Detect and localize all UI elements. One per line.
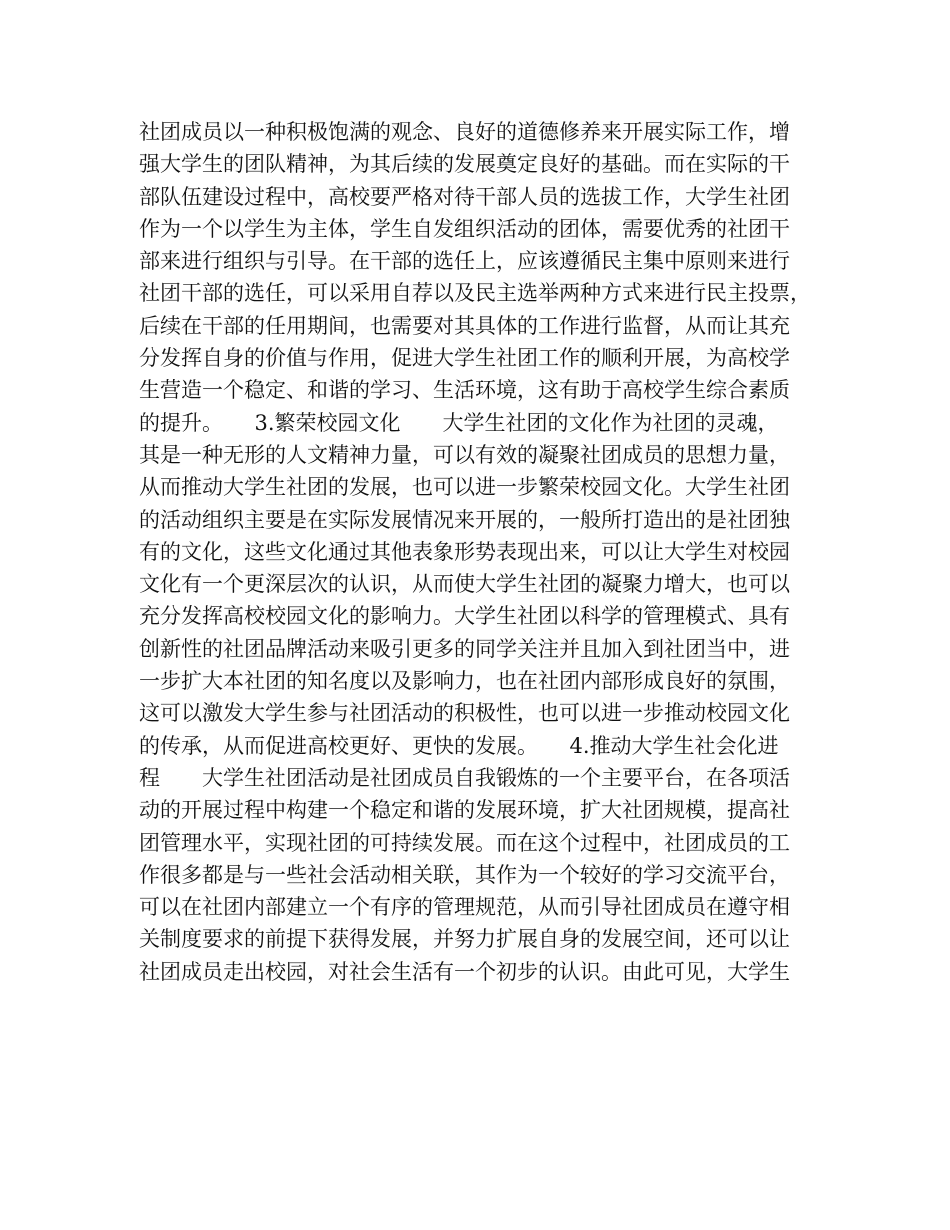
text-line: 可以在社团内部建立一个有序的管理规范，从而引导社团成员在遵守相 bbox=[139, 895, 790, 920]
text-line: 的传承，从而促进高校更好、更快的发展。 4.推动大学生社会化进 bbox=[139, 733, 779, 758]
text-line: 部队伍建设过程中，高校要严格对待干部人员的选拔工作，大学生社团 bbox=[139, 184, 790, 209]
text-line: 文化有一个更深层次的认识，从而使大学生社团的凝聚力增大，也可以 bbox=[139, 572, 790, 597]
text-line: 有的文化，这些文化通过其他表象形势表现出来，可以让大学生对校园 bbox=[139, 539, 790, 564]
text-line: 充分发挥高校校园文化的影响力。大学生社团以科学的管理模式、具有 bbox=[139, 604, 790, 629]
text-line: 社团干部的选任，可以采用自荐以及民主选举两种方式来进行民主投票， bbox=[139, 281, 811, 306]
text-line: 强大学生的团队精神，为其后续的发展奠定良好的基础。而在实际的干 bbox=[139, 152, 790, 177]
text-line: 程 大学生社团活动是社团成员自我锻炼的一个主要平台，在各项活 bbox=[139, 765, 790, 790]
text-line: 生营造一个稳定、和谐的学习、生活环境，这有助于高校学生综合素质 bbox=[139, 378, 790, 403]
text-line: 其是一种无形的人文精神力量，可以有效的凝聚社团成员的思想力量， bbox=[139, 442, 790, 467]
text-line: 后续在干部的任用期间，也需要对其具体的工作进行监督，从而让其充 bbox=[139, 313, 790, 338]
text-line: 分发挥自身的价值与作用，促进大学生社团工作的顺利开展，为高校学 bbox=[139, 346, 790, 371]
text-line: 这可以激发大学生参与社团活动的积极性，也可以进一步推动校园文化 bbox=[139, 701, 790, 726]
text-line: 团管理水平，实现社团的可持续发展。而在这个过程中，社团成员的工 bbox=[139, 830, 790, 855]
body-text bbox=[139, 116, 829, 988]
text-line: 关制度要求的前提下获得发展，并努力扩展自身的发展空间，还可以让 bbox=[139, 927, 790, 952]
text-line: 社团成员走出校园，对社会生活有一个初步的认识。由此可见，大学生 bbox=[139, 959, 790, 984]
text-line: 一步扩大本社团的知名度以及影响力，也在社团内部形成良好的氛围， bbox=[139, 669, 790, 694]
text-line: 社团成员以一种积极饱满的观念、良好的道德修养来开展实际工作，增 bbox=[139, 120, 790, 144]
text-line: 的活动组织主要是在实际发展情况来开展的，一般所打造出的是社团独 bbox=[139, 507, 790, 532]
text-line: 作很多都是与一些社会活动相关联，其作为一个较好的学习交流平台， bbox=[139, 862, 790, 887]
text-line: 从而推动大学生社团的发展，也可以进一步繁荣校园文化。大学生社团 bbox=[139, 475, 790, 500]
text-line: 部来进行组织与引导。在干部的选任上，应该遵循民主集中原则来进行 bbox=[139, 249, 790, 274]
text-line: 的提升。 3.繁荣校园文化 大学生社团的文化作为社团的灵魂， bbox=[139, 410, 779, 435]
text-line: 动的开展过程中构建一个稳定和谐的发展环境，扩大社团规模，提高社 bbox=[139, 798, 790, 823]
text-line: 创新性的社团品牌活动来吸引更多的同学关注并且加入到社团当中，进 bbox=[139, 636, 790, 661]
text-line: 作为一个以学生为主体，学生自发组织活动的团体，需要优秀的社团干 bbox=[139, 216, 790, 241]
